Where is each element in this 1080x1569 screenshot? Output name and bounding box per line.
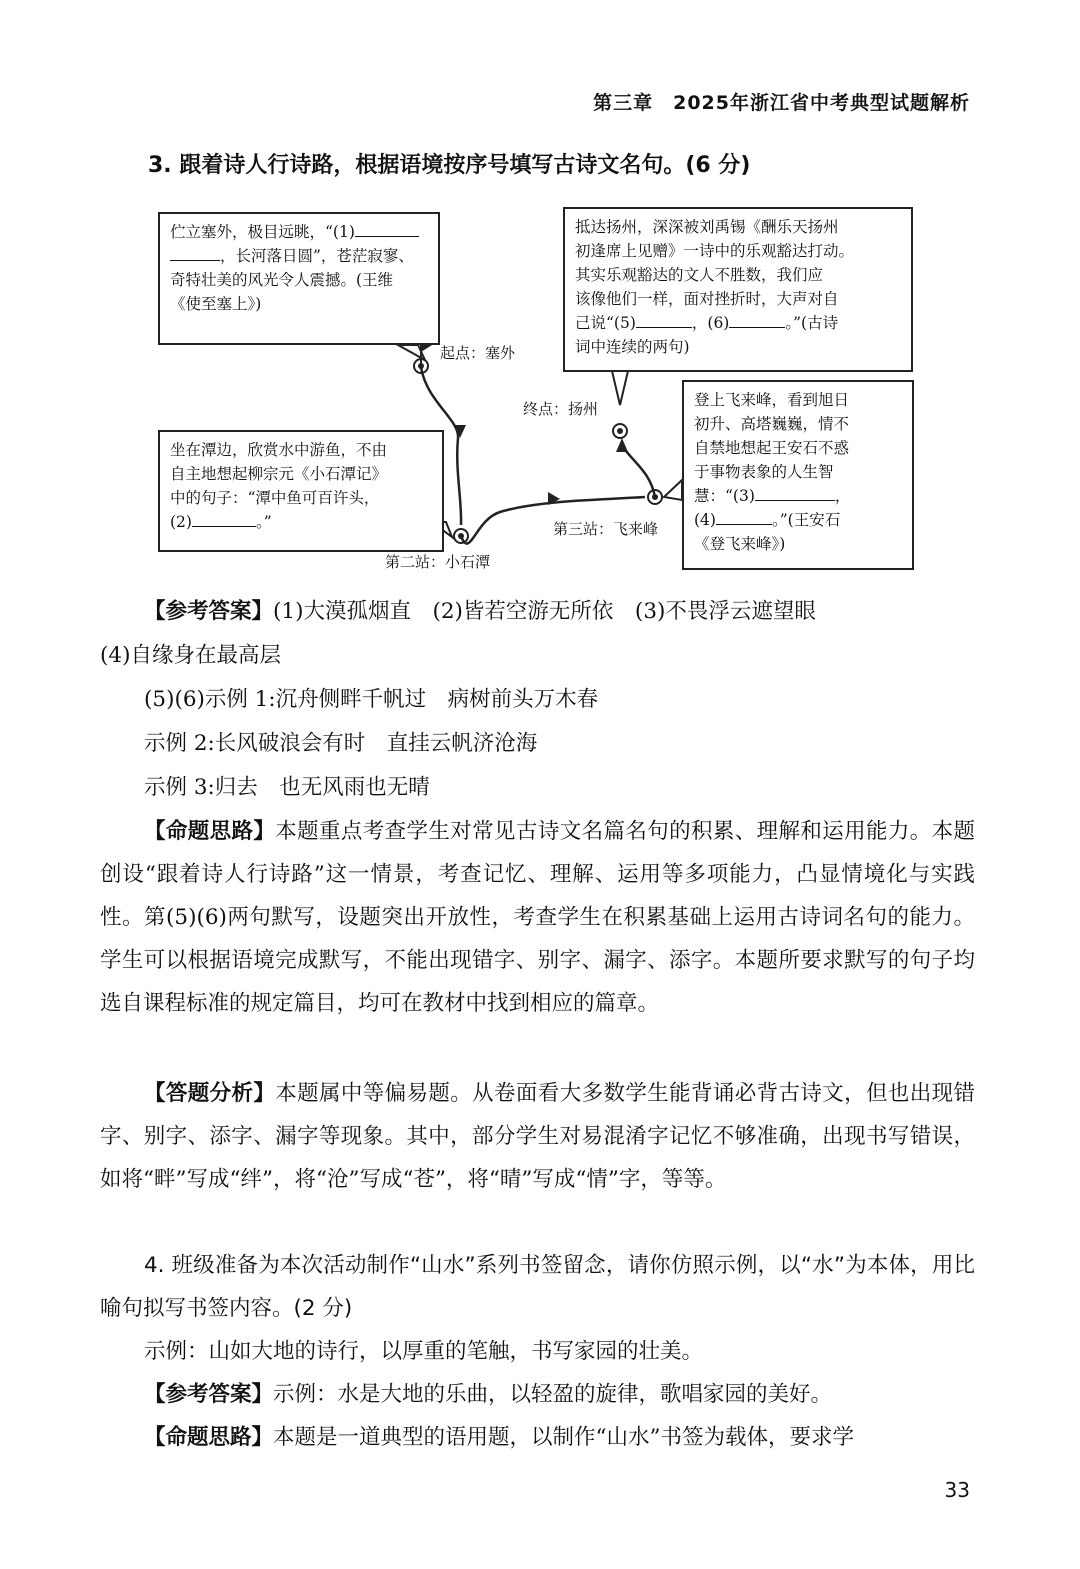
answer-block-1: 【参考答案】(1)大漠孤烟直 (2)皆若空游无所依 (3)不畏浮云遮望眼 [144, 599, 816, 624]
label-stop-3: 第三站：飞来峰 [553, 520, 659, 538]
idea-block-1: 【命题思路】本题重点考查学生对常见古诗文名篇名句的积累、理解和运用能力。本题创设“跟着诗人行诗路”这一情景，考查记忆、理解、运用等多项能力，凸显情境化与实践性。第(5)(6)两句默写，设题突出开放性，考查学生在积累基础上运用古诗词名句的能力。学生可以根据语境完成默写，不能出现错字、别字、漏字、添字。本题所要求默写的句子均选自课程标准的规定篇目，均可在教材中找到相应的篇章。 [100, 819, 975, 1016]
analysis-block-1: 【答题分析】本题属中等偏易题。从卷面看大多数学生能背诵必背古诗文，但也出现错字、别字、添字、漏字等现象。其中，部分学生对易混淆字记忆不够准确，出现书写错误，如将“畔”写成“绊”，将“沧”写成“苍”，将“晴”写成“情”字，等等。 [100, 1081, 975, 1192]
question-4-example: 示例：山如大地的诗行，以厚重的笔触，书写家园的壮美。 [144, 1339, 704, 1364]
answer-block-2: 【参考答案】示例：水是大地的乐曲，以轻盈的旋律，歌唱家园的美好。 [144, 1382, 833, 1407]
answer-line-3: (5)(6)示例 1:沉舟侧畔千帆过 病树前头万木春 [144, 687, 599, 712]
callout-box-4: 登上飞来峰，看到旭日 初升、高塔巍巍，情不 自禁地想起王安石不惑 于事物表象的人生智 慧：“(3) ， (4) 。”(王安石 《登飞来峰》) [682, 380, 914, 570]
callout-box-3: 抵达扬州，深深被刘禹锡《酬乐天扬州 初逢席上见赠》一诗中的乐观豁达打动。 其实乐观豁达的文人不胜数，我们应 该像他们一样，面对挫折时，大声对自 己说“(5) ，(6) 。”(古诗 词中连续的两句) [563, 207, 913, 372]
label-start: 起点：塞外 [440, 344, 516, 362]
arrow-head-3 [616, 438, 628, 452]
answer-tag: 【参考答案】 [144, 599, 274, 624]
question-3-title: 3. 跟着诗人行诗路，根据语境按序号填写古诗文名句。(6 分) [148, 153, 751, 178]
label-end: 终点：扬州 [523, 400, 599, 418]
answer-line-4: 示例 2:长风破浪会有时 直挂云帆济沧海 [144, 731, 538, 756]
page-number: 33 [944, 1478, 970, 1502]
callout-box-2: 坐在潭边，欣赏水中游鱼，不由 自主地想起柳宗元《小石潭记》 中的句子：“潭中鱼可百许头， (2) 。” [158, 430, 444, 552]
station-marker-end [613, 424, 627, 438]
callout-tail-4 [664, 480, 682, 500]
callout-tail-3 [612, 371, 628, 405]
question-4: 4. 班级准备为本次活动制作“山水”系列书签留念，请你仿照示例，以“水”为本体，用比喻句拟写书签内容。(2 分) [100, 1253, 975, 1321]
label-stop-2: 第二站：小石潭 [385, 553, 491, 571]
answer-line-5: 示例 3:归去 也无风雨也无晴 [144, 775, 430, 800]
callout-box-1: 伫立塞外，极目远眺，“(1) ，长河落日圆”，苍茫寂寥、 奇特壮美的风光令人震撼。(王维 《使至塞上》) [158, 212, 440, 345]
answer-line-2: (4)自缘身在最高层 [100, 643, 281, 668]
route-path-3 [622, 445, 655, 497]
idea-block-2: 【命题思路】本题是一道典型的语用题，以制作“山水”书签为载体，要求学 [144, 1425, 855, 1450]
running-header: 第三章 2025年浙江省中考典型试题解析 [593, 92, 970, 114]
station-marker-2 [454, 529, 468, 543]
